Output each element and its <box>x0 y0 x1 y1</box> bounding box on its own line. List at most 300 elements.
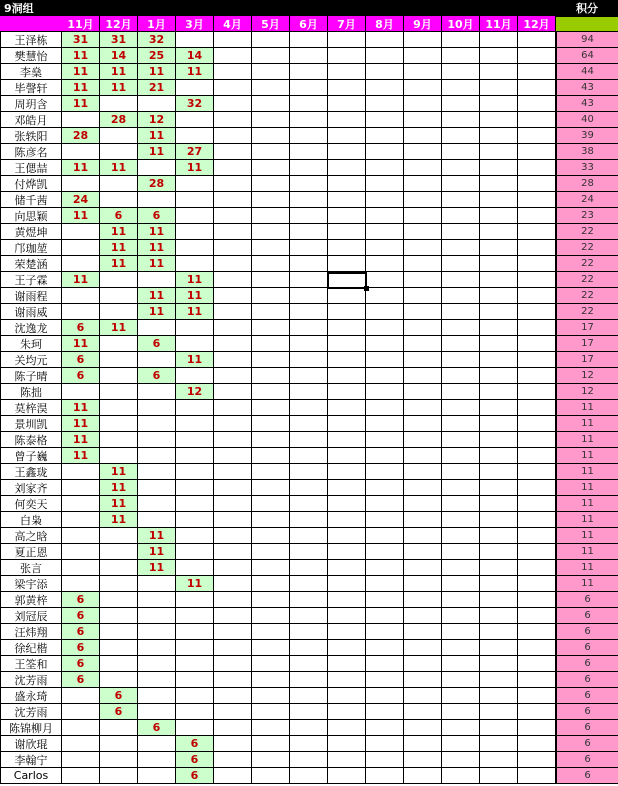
points-cell[interactable]: 17 <box>556 320 618 336</box>
empty-cell[interactable] <box>404 768 442 784</box>
empty-cell[interactable] <box>252 656 290 672</box>
empty-cell[interactable] <box>366 704 404 720</box>
empty-cell[interactable] <box>518 464 556 480</box>
empty-cell[interactable] <box>290 128 328 144</box>
empty-cell[interactable] <box>328 48 366 64</box>
empty-cell[interactable] <box>442 80 480 96</box>
empty-cell[interactable] <box>290 240 328 256</box>
empty-cell[interactable] <box>480 544 518 560</box>
score-cell[interactable] <box>176 128 214 144</box>
empty-cell[interactable] <box>404 464 442 480</box>
empty-cell[interactable] <box>442 336 480 352</box>
empty-cell[interactable] <box>252 576 290 592</box>
score-cell[interactable] <box>100 304 138 320</box>
empty-cell[interactable] <box>366 720 404 736</box>
empty-cell[interactable] <box>518 224 556 240</box>
empty-cell[interactable] <box>290 432 328 448</box>
empty-cell[interactable] <box>328 288 366 304</box>
score-cell[interactable] <box>62 176 100 192</box>
empty-cell[interactable] <box>366 688 404 704</box>
empty-cell[interactable] <box>442 544 480 560</box>
empty-cell[interactable] <box>328 432 366 448</box>
player-name[interactable]: 刘家齐 <box>0 480 62 496</box>
empty-cell[interactable] <box>366 592 404 608</box>
player-name[interactable]: 沈逸龙 <box>0 320 62 336</box>
empty-cell[interactable] <box>214 48 252 64</box>
empty-cell[interactable] <box>442 432 480 448</box>
empty-cell[interactable] <box>518 416 556 432</box>
points-cell[interactable]: 11 <box>556 432 618 448</box>
empty-cell[interactable] <box>480 144 518 160</box>
empty-cell[interactable] <box>290 624 328 640</box>
empty-cell[interactable] <box>518 672 556 688</box>
empty-cell[interactable] <box>328 464 366 480</box>
empty-cell[interactable] <box>518 176 556 192</box>
points-cell[interactable]: 94 <box>556 32 618 48</box>
empty-cell[interactable] <box>214 416 252 432</box>
score-cell[interactable]: 14 <box>100 48 138 64</box>
empty-cell[interactable] <box>366 544 404 560</box>
empty-cell[interactable] <box>366 160 404 176</box>
empty-cell[interactable] <box>328 544 366 560</box>
empty-cell[interactable] <box>252 384 290 400</box>
empty-cell[interactable] <box>404 432 442 448</box>
player-name[interactable]: 曾子巍 <box>0 448 62 464</box>
empty-cell[interactable] <box>442 608 480 624</box>
empty-cell[interactable] <box>252 624 290 640</box>
score-cell[interactable] <box>176 608 214 624</box>
score-cell[interactable] <box>62 288 100 304</box>
score-cell[interactable] <box>176 320 214 336</box>
empty-cell[interactable] <box>252 416 290 432</box>
empty-cell[interactable] <box>442 128 480 144</box>
empty-cell[interactable] <box>404 752 442 768</box>
empty-cell[interactable] <box>442 224 480 240</box>
empty-cell[interactable] <box>518 736 556 752</box>
score-cell[interactable] <box>138 352 176 368</box>
empty-cell[interactable] <box>480 64 518 80</box>
empty-cell[interactable] <box>328 608 366 624</box>
score-cell[interactable]: 28 <box>100 112 138 128</box>
points-cell[interactable]: 44 <box>556 64 618 80</box>
empty-cell[interactable] <box>328 368 366 384</box>
player-name[interactable]: 张言 <box>0 560 62 576</box>
empty-cell[interactable] <box>442 64 480 80</box>
empty-cell[interactable] <box>366 512 404 528</box>
empty-cell[interactable] <box>328 640 366 656</box>
empty-cell[interactable] <box>252 400 290 416</box>
empty-cell[interactable] <box>328 304 366 320</box>
score-cell[interactable] <box>176 80 214 96</box>
points-cell[interactable]: 11 <box>556 576 618 592</box>
player-name[interactable]: 王偲喆 <box>0 160 62 176</box>
points-cell[interactable]: 22 <box>556 224 618 240</box>
empty-cell[interactable] <box>214 560 252 576</box>
points-cell[interactable]: 11 <box>556 544 618 560</box>
empty-cell[interactable] <box>404 480 442 496</box>
empty-cell[interactable] <box>290 192 328 208</box>
points-cell[interactable]: 28 <box>556 176 618 192</box>
empty-cell[interactable] <box>518 160 556 176</box>
points-cell[interactable]: 11 <box>556 464 618 480</box>
points-cell[interactable]: 11 <box>556 528 618 544</box>
score-cell[interactable]: 6 <box>100 704 138 720</box>
empty-cell[interactable] <box>518 144 556 160</box>
player-name[interactable]: 谢雨程 <box>0 288 62 304</box>
empty-cell[interactable] <box>214 368 252 384</box>
player-name[interactable]: 周玥含 <box>0 96 62 112</box>
empty-cell[interactable] <box>290 80 328 96</box>
empty-cell[interactable] <box>252 48 290 64</box>
empty-cell[interactable] <box>442 592 480 608</box>
empty-cell[interactable] <box>404 624 442 640</box>
empty-cell[interactable] <box>366 112 404 128</box>
empty-cell[interactable] <box>404 48 442 64</box>
empty-cell[interactable] <box>328 704 366 720</box>
score-cell[interactable] <box>100 672 138 688</box>
empty-cell[interactable] <box>404 512 442 528</box>
empty-cell[interactable] <box>442 464 480 480</box>
empty-cell[interactable] <box>214 288 252 304</box>
empty-cell[interactable] <box>328 576 366 592</box>
empty-cell[interactable] <box>480 128 518 144</box>
empty-cell[interactable] <box>290 688 328 704</box>
player-name[interactable]: 何奕天 <box>0 496 62 512</box>
empty-cell[interactable] <box>252 144 290 160</box>
empty-cell[interactable] <box>480 416 518 432</box>
score-cell[interactable] <box>176 448 214 464</box>
empty-cell[interactable] <box>442 352 480 368</box>
score-cell[interactable]: 11 <box>176 160 214 176</box>
empty-cell[interactable] <box>290 448 328 464</box>
empty-cell[interactable] <box>480 720 518 736</box>
score-cell[interactable]: 11 <box>100 256 138 272</box>
empty-cell[interactable] <box>366 640 404 656</box>
player-name[interactable]: 王鑫珑 <box>0 464 62 480</box>
empty-cell[interactable] <box>518 272 556 288</box>
empty-cell[interactable] <box>328 400 366 416</box>
empty-cell[interactable] <box>404 112 442 128</box>
empty-cell[interactable] <box>366 224 404 240</box>
score-cell[interactable] <box>176 32 214 48</box>
empty-cell[interactable] <box>252 544 290 560</box>
empty-cell[interactable] <box>442 32 480 48</box>
empty-cell[interactable] <box>480 672 518 688</box>
score-cell[interactable] <box>138 416 176 432</box>
empty-cell[interactable] <box>518 496 556 512</box>
empty-cell[interactable] <box>328 656 366 672</box>
empty-cell[interactable] <box>214 160 252 176</box>
empty-cell[interactable] <box>366 464 404 480</box>
points-cell[interactable]: 11 <box>556 480 618 496</box>
empty-cell[interactable] <box>442 96 480 112</box>
empty-cell[interactable] <box>328 208 366 224</box>
empty-cell[interactable] <box>290 464 328 480</box>
score-cell[interactable]: 11 <box>62 80 100 96</box>
score-cell[interactable]: 11 <box>62 416 100 432</box>
empty-cell[interactable] <box>480 576 518 592</box>
empty-cell[interactable] <box>214 400 252 416</box>
score-cell[interactable]: 32 <box>176 96 214 112</box>
empty-cell[interactable] <box>404 496 442 512</box>
score-cell[interactable] <box>100 336 138 352</box>
empty-cell[interactable] <box>404 368 442 384</box>
empty-cell[interactable] <box>480 736 518 752</box>
empty-cell[interactable] <box>366 352 404 368</box>
empty-cell[interactable] <box>404 192 442 208</box>
score-cell[interactable] <box>100 432 138 448</box>
player-name[interactable]: 荣楚涵 <box>0 256 62 272</box>
score-cell[interactable]: 11 <box>138 256 176 272</box>
empty-cell[interactable] <box>404 720 442 736</box>
empty-cell[interactable] <box>252 752 290 768</box>
empty-cell[interactable] <box>480 304 518 320</box>
score-cell[interactable] <box>138 688 176 704</box>
player-name[interactable]: 沈芳雨 <box>0 672 62 688</box>
score-cell[interactable]: 31 <box>100 32 138 48</box>
points-cell[interactable]: 6 <box>556 736 618 752</box>
empty-cell[interactable] <box>442 448 480 464</box>
empty-cell[interactable] <box>366 208 404 224</box>
empty-cell[interactable] <box>252 176 290 192</box>
score-cell[interactable] <box>176 496 214 512</box>
empty-cell[interactable] <box>290 144 328 160</box>
empty-cell[interactable] <box>442 400 480 416</box>
empty-cell[interactable] <box>252 704 290 720</box>
empty-cell[interactable] <box>290 32 328 48</box>
empty-cell[interactable] <box>290 304 328 320</box>
empty-cell[interactable] <box>404 688 442 704</box>
points-cell[interactable]: 6 <box>556 608 618 624</box>
points-cell[interactable]: 11 <box>556 448 618 464</box>
score-cell[interactable] <box>100 176 138 192</box>
empty-cell[interactable] <box>214 128 252 144</box>
empty-cell[interactable] <box>328 384 366 400</box>
empty-cell[interactable] <box>366 272 404 288</box>
points-cell[interactable]: 38 <box>556 144 618 160</box>
player-name[interactable]: 陈拙 <box>0 384 62 400</box>
points-cell[interactable]: 11 <box>556 496 618 512</box>
empty-cell[interactable] <box>404 80 442 96</box>
score-cell[interactable]: 31 <box>62 32 100 48</box>
empty-cell[interactable] <box>442 416 480 432</box>
empty-cell[interactable] <box>328 416 366 432</box>
empty-cell[interactable] <box>290 64 328 80</box>
empty-cell[interactable] <box>480 704 518 720</box>
empty-cell[interactable] <box>404 96 442 112</box>
score-cell[interactable]: 11 <box>62 448 100 464</box>
empty-cell[interactable] <box>366 304 404 320</box>
empty-cell[interactable] <box>290 352 328 368</box>
empty-cell[interactable] <box>328 592 366 608</box>
score-cell[interactable] <box>100 576 138 592</box>
empty-cell[interactable] <box>442 112 480 128</box>
score-cell[interactable]: 11 <box>138 128 176 144</box>
player-name[interactable]: 李翰宁 <box>0 752 62 768</box>
empty-cell[interactable] <box>214 464 252 480</box>
empty-cell[interactable] <box>404 336 442 352</box>
score-cell[interactable] <box>100 128 138 144</box>
empty-cell[interactable] <box>442 768 480 784</box>
empty-cell[interactable] <box>328 112 366 128</box>
empty-cell[interactable] <box>328 320 366 336</box>
score-cell[interactable]: 11 <box>62 272 100 288</box>
player-name[interactable]: 谢雨威 <box>0 304 62 320</box>
empty-cell[interactable] <box>290 96 328 112</box>
empty-cell[interactable] <box>214 32 252 48</box>
empty-cell[interactable] <box>328 752 366 768</box>
empty-cell[interactable] <box>328 128 366 144</box>
empty-cell[interactable] <box>328 624 366 640</box>
points-cell[interactable]: 11 <box>556 400 618 416</box>
player-name[interactable]: 朱珂 <box>0 336 62 352</box>
empty-cell[interactable] <box>366 192 404 208</box>
empty-cell[interactable] <box>214 672 252 688</box>
player-name[interactable]: 关均元 <box>0 352 62 368</box>
empty-cell[interactable] <box>290 416 328 432</box>
empty-cell[interactable] <box>518 448 556 464</box>
empty-cell[interactable] <box>480 464 518 480</box>
score-cell[interactable]: 21 <box>138 80 176 96</box>
empty-cell[interactable] <box>328 736 366 752</box>
player-name[interactable]: 景圳凯 <box>0 416 62 432</box>
score-cell[interactable]: 14 <box>176 48 214 64</box>
score-cell[interactable]: 11 <box>138 224 176 240</box>
score-cell[interactable]: 11 <box>138 304 176 320</box>
empty-cell[interactable] <box>290 656 328 672</box>
selected-cell[interactable] <box>327 272 367 289</box>
score-cell[interactable] <box>62 304 100 320</box>
empty-cell[interactable] <box>214 512 252 528</box>
empty-cell[interactable] <box>480 240 518 256</box>
empty-cell[interactable] <box>404 672 442 688</box>
points-cell[interactable]: 6 <box>556 656 618 672</box>
score-cell[interactable] <box>138 576 176 592</box>
empty-cell[interactable] <box>214 448 252 464</box>
empty-cell[interactable] <box>214 144 252 160</box>
empty-cell[interactable] <box>366 528 404 544</box>
empty-cell[interactable] <box>214 352 252 368</box>
empty-cell[interactable] <box>328 160 366 176</box>
empty-cell[interactable] <box>214 480 252 496</box>
empty-cell[interactable] <box>290 496 328 512</box>
score-cell[interactable] <box>176 208 214 224</box>
player-name[interactable]: 邝珈堃 <box>0 240 62 256</box>
empty-cell[interactable] <box>404 304 442 320</box>
score-cell[interactable] <box>62 528 100 544</box>
score-cell[interactable]: 6 <box>62 672 100 688</box>
score-cell[interactable] <box>62 480 100 496</box>
empty-cell[interactable] <box>366 64 404 80</box>
empty-cell[interactable] <box>480 400 518 416</box>
empty-cell[interactable] <box>290 400 328 416</box>
points-cell[interactable]: 64 <box>556 48 618 64</box>
score-cell[interactable] <box>138 768 176 784</box>
empty-cell[interactable] <box>252 592 290 608</box>
score-cell[interactable] <box>138 752 176 768</box>
empty-cell[interactable] <box>214 224 252 240</box>
score-cell[interactable] <box>138 512 176 528</box>
score-cell[interactable]: 27 <box>176 144 214 160</box>
empty-cell[interactable] <box>480 352 518 368</box>
score-cell[interactable] <box>100 624 138 640</box>
empty-cell[interactable] <box>366 752 404 768</box>
score-cell[interactable] <box>176 624 214 640</box>
empty-cell[interactable] <box>480 752 518 768</box>
empty-cell[interactable] <box>518 368 556 384</box>
score-cell[interactable]: 6 <box>62 624 100 640</box>
empty-cell[interactable] <box>442 192 480 208</box>
empty-cell[interactable] <box>404 560 442 576</box>
score-cell[interactable]: 11 <box>100 480 138 496</box>
empty-cell[interactable] <box>518 512 556 528</box>
empty-cell[interactable] <box>518 96 556 112</box>
empty-cell[interactable] <box>366 144 404 160</box>
score-cell[interactable]: 11 <box>100 64 138 80</box>
score-cell[interactable] <box>100 384 138 400</box>
score-cell[interactable] <box>138 624 176 640</box>
empty-cell[interactable] <box>518 752 556 768</box>
empty-cell[interactable] <box>214 64 252 80</box>
score-cell[interactable] <box>100 448 138 464</box>
empty-cell[interactable] <box>480 192 518 208</box>
points-cell[interactable]: 6 <box>556 624 618 640</box>
empty-cell[interactable] <box>480 272 518 288</box>
score-cell[interactable] <box>176 240 214 256</box>
empty-cell[interactable] <box>328 192 366 208</box>
empty-cell[interactable] <box>480 384 518 400</box>
empty-cell[interactable] <box>366 672 404 688</box>
score-cell[interactable]: 6 <box>176 752 214 768</box>
empty-cell[interactable] <box>214 704 252 720</box>
score-cell[interactable]: 11 <box>138 528 176 544</box>
points-cell[interactable]: 43 <box>556 80 618 96</box>
score-cell[interactable] <box>100 416 138 432</box>
empty-cell[interactable] <box>404 448 442 464</box>
empty-cell[interactable] <box>518 608 556 624</box>
empty-cell[interactable] <box>442 208 480 224</box>
empty-cell[interactable] <box>252 432 290 448</box>
empty-cell[interactable] <box>518 576 556 592</box>
empty-cell[interactable] <box>518 352 556 368</box>
empty-cell[interactable] <box>404 320 442 336</box>
score-cell[interactable] <box>100 352 138 368</box>
empty-cell[interactable] <box>252 352 290 368</box>
score-cell[interactable] <box>62 720 100 736</box>
empty-cell[interactable] <box>252 480 290 496</box>
score-cell[interactable] <box>176 368 214 384</box>
empty-cell[interactable] <box>404 736 442 752</box>
player-name[interactable]: 王泽栋 <box>0 32 62 48</box>
empty-cell[interactable] <box>366 336 404 352</box>
points-cell[interactable]: 17 <box>556 336 618 352</box>
score-cell[interactable] <box>138 640 176 656</box>
empty-cell[interactable] <box>404 64 442 80</box>
score-cell[interactable]: 11 <box>138 288 176 304</box>
points-cell[interactable]: 6 <box>556 704 618 720</box>
score-cell[interactable]: 25 <box>138 48 176 64</box>
score-cell[interactable]: 6 <box>100 688 138 704</box>
empty-cell[interactable] <box>518 544 556 560</box>
empty-cell[interactable] <box>480 592 518 608</box>
empty-cell[interactable] <box>328 688 366 704</box>
empty-cell[interactable] <box>518 624 556 640</box>
empty-cell[interactable] <box>252 208 290 224</box>
empty-cell[interactable] <box>442 176 480 192</box>
score-cell[interactable] <box>62 256 100 272</box>
empty-cell[interactable] <box>252 496 290 512</box>
empty-cell[interactable] <box>252 160 290 176</box>
